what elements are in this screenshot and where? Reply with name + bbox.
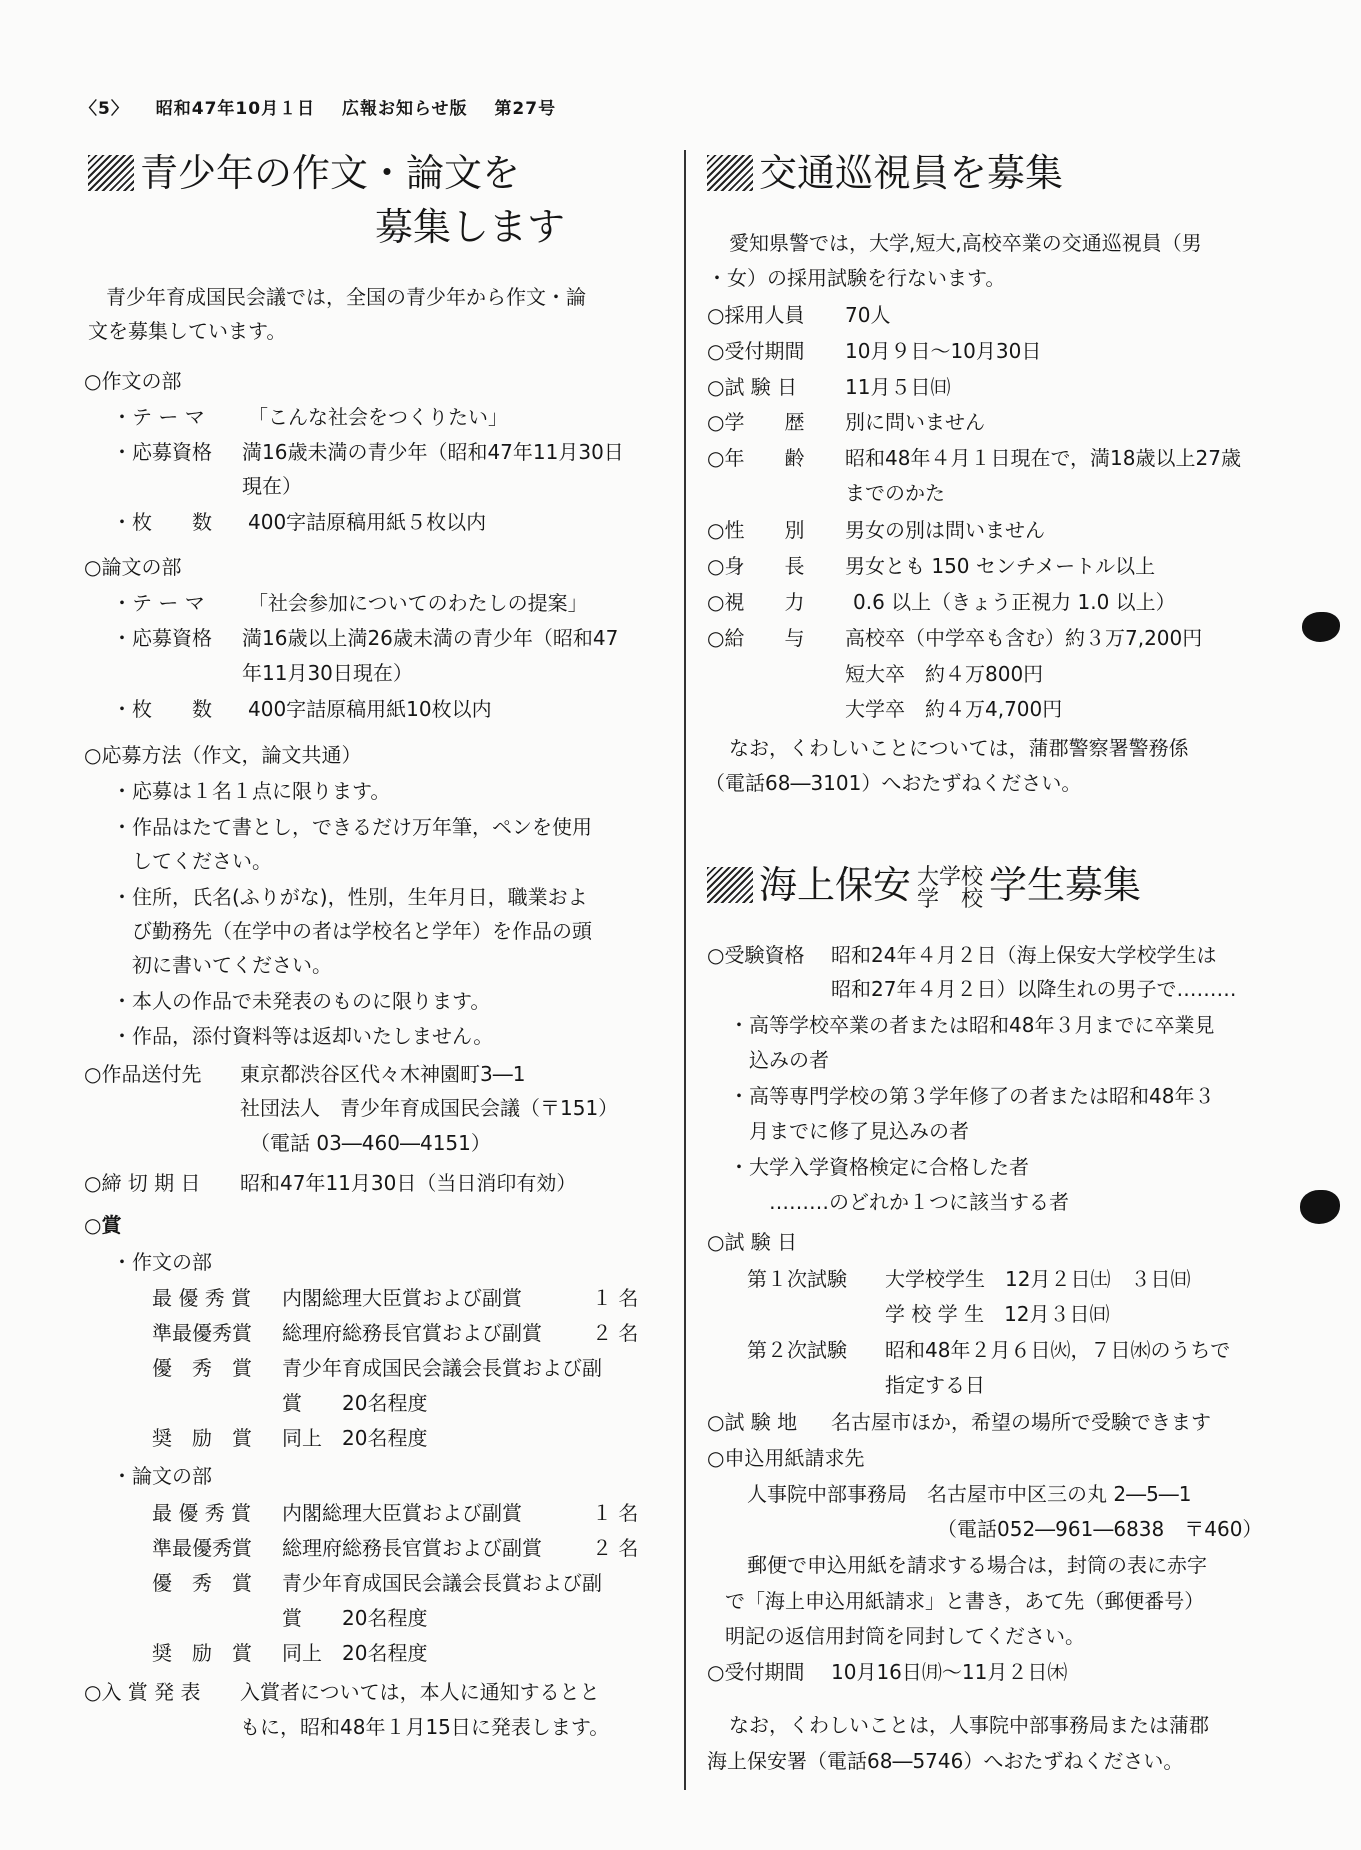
traffic-intro: 愛知県警では，大学,短大,高校卒業の交通巡視員（男 <box>729 231 1202 255</box>
hatch-icon <box>707 867 753 903</box>
qual-item: ・高等学校卒業の者または昭和48年３月までに卒業見 <box>729 1013 1215 1037</box>
exam-date-label: ○試 験 日 <box>707 1230 798 1254</box>
traffic-value: 別に問いません <box>845 410 985 434</box>
column-divider <box>684 150 686 1790</box>
deadline-label: ○締 切 期 日 <box>84 1171 201 1195</box>
announce-text: 入賞者については，本人に通知するとと <box>240 1680 600 1704</box>
traffic-value: 男女の別は問いません <box>845 518 1045 542</box>
method-item: ・作品はたて書とし，できるだけ万年筆，ペンを使用 <box>112 815 592 839</box>
traffic-label: ○受付期間 <box>707 339 805 363</box>
traffic-value: 0.6 以上（きょう正視力 1.0 以上） <box>853 590 1176 614</box>
issue-date: 昭和47年10月１日 <box>155 99 316 119</box>
hatch-icon <box>707 155 753 191</box>
period-label: ○受付期間 <box>707 1660 805 1684</box>
traffic-value: 男女とも 150 センチメートル以上 <box>845 554 1156 578</box>
traffic-heading: 交通巡視員を募集 <box>707 150 1063 196</box>
traffic-intro: ・女）の採用試験を行ないます。 <box>707 266 1006 290</box>
traffic-label: ○採用人員 <box>707 303 805 327</box>
qual-item: 月までに修了見込みの者 <box>729 1119 969 1143</box>
essay-eligibility-label: ・応募資格 <box>112 440 212 464</box>
prize-name: 内閣総理大臣賞および副賞 <box>282 1501 522 1525</box>
thesis-prizes-title: ・論文の部 <box>112 1464 212 1488</box>
form-address: 人事院中部事務局 名古屋市中区三の丸 2―5―1 <box>747 1482 1192 1506</box>
send-to-phone: （電話 03―460―4151） <box>250 1131 491 1155</box>
mail-note: で「海上申込用紙請求」と書き，あて先（郵便番号） <box>725 1589 1205 1613</box>
essay-count-value: 400字詰原稿用紙５枚以内 <box>248 510 487 534</box>
method-item: 初に書いてください。 <box>112 953 332 977</box>
prize-count: １ 名 <box>592 1286 639 1310</box>
send-to-address: 東京都渋谷区代々木神園町3―1 <box>240 1062 526 1086</box>
intro-line: 文を募集しています。 <box>88 319 287 343</box>
thesis-section-title: ○論文の部 <box>84 555 182 579</box>
intro-line: 青少年育成国民会議では，全国の青少年から作文・論 <box>106 285 586 309</box>
qual-item: 込みの者 <box>729 1048 829 1072</box>
place-value: 名古屋市ほか，希望の場所で受験できます <box>831 1410 1211 1434</box>
thesis-count-label: ・枚 数 <box>112 697 212 721</box>
thesis-theme-value: 「社会参加についてのわたしの提案」 <box>248 591 588 615</box>
essay-count-label: ・枚 数 <box>112 510 212 534</box>
announce-text: もに，昭和48年１月15日に発表します。 <box>240 1715 610 1739</box>
exam1-label: 第１次試験 <box>747 1267 847 1291</box>
traffic-label: ○学 歴 <box>707 410 805 434</box>
prize-name: 青少年育成国民会議会長賞および副 <box>282 1571 602 1595</box>
qual-text: 昭和27年４月２日）以降生れの男子で……… <box>831 977 1237 1001</box>
traffic-note: （電話68―3101）へおたずねください。 <box>705 771 1082 795</box>
method-item: ・作品，添付資料等は返却いたしません。 <box>112 1024 494 1048</box>
method-title: ○応募方法（作文，論文共通） <box>84 743 362 767</box>
thesis-theme-label: ・テ ー マ <box>112 591 205 615</box>
thesis-eligibility-label: ・応募資格 <box>112 626 212 650</box>
traffic-value: 高校卒（中学卒も含む）約３万7,200円 <box>845 626 1203 650</box>
mail-note: 明記の返信用封筒を同封してください。 <box>725 1624 1085 1648</box>
method-item: してください。 <box>112 849 272 873</box>
prize-name: 総理府総務長官賞および副賞 <box>282 1321 542 1345</box>
page-header <box>80 94 576 119</box>
traffic-label: ○身 長 <box>707 554 805 578</box>
essay-heading: 青少年の作文・論文を <box>88 150 520 196</box>
exam1-date: 学 校 学 生 12月３日㈰ <box>885 1302 1110 1326</box>
form-label: ○申込用紙請求先 <box>707 1446 865 1470</box>
publication-title: 広報お知らせ版 <box>342 99 468 119</box>
method-item: び勤務先（在学中の者は学校名と学年）を作品の頭 <box>112 919 592 943</box>
hatch-icon <box>88 155 134 191</box>
thesis-eligibility-value: 年11月30日現在） <box>242 661 413 685</box>
coast-heading: 海上保安 大学校 学 校 学生募集 <box>707 862 1141 911</box>
send-to-label: ○作品送付先 <box>84 1062 202 1086</box>
binder-hole-mark <box>1302 612 1340 642</box>
exam2-date: 昭和48年２月６日㈫，７日㈬のうちで <box>885 1338 1231 1362</box>
thesis-count-value: 400字詰原稿用紙10枚以内 <box>248 697 492 721</box>
prize-name: 総理府総務長官賞および副賞 <box>282 1536 542 1560</box>
mail-note: 郵便で申込用紙を請求する場合は，封筒の表に赤字 <box>747 1553 1207 1577</box>
exam2-label: 第２次試験 <box>747 1338 847 1362</box>
traffic-label: ○給 与 <box>707 626 805 650</box>
prize-count: １ 名 <box>592 1501 639 1525</box>
period-value: 10月16日㈪～11月２日㈭ <box>831 1660 1068 1684</box>
essay-heading-line2: 募集します <box>375 205 566 249</box>
prize-count: ２ 名 <box>592 1321 639 1345</box>
send-to-org: 社団法人 青少年育成国民会議（〒151） <box>240 1096 619 1120</box>
method-item: ・住所，氏名(ふりがな)，性別，生年月日，職業およ <box>112 885 588 909</box>
traffic-value: 70人 <box>845 303 891 327</box>
prize-name: 同上 20名程度 <box>282 1426 428 1450</box>
prize-rank: 最 優 秀 賞 <box>152 1286 252 1310</box>
announce-label: ○入 賞 発 表 <box>84 1680 201 1704</box>
prize-rank: 優 秀 賞 <box>152 1571 252 1595</box>
deadline-value: 昭和47年11月30日（当日消印有効） <box>240 1171 577 1195</box>
traffic-value: 10月９日～10月30日 <box>845 339 1042 363</box>
thesis-eligibility-value: 満16歳以上満26歳未満の青少年（昭和47 <box>242 626 619 650</box>
coast-note: 海上保安署（電話68―5746）へおたずねください。 <box>707 1749 1184 1773</box>
essay-theme-value: 「こんな社会をつくりたい」 <box>248 405 508 429</box>
traffic-label: ○性 別 <box>707 518 805 542</box>
prize-name: 賞 20名程度 <box>282 1391 428 1415</box>
essay-prizes-title: ・作文の部 <box>112 1250 212 1274</box>
prize-rank: 最 優 秀 賞 <box>152 1501 252 1525</box>
traffic-value: までのかた <box>845 481 945 505</box>
prize-rank: 奨 励 賞 <box>152 1426 252 1450</box>
qual-item: ………のどれか１つに該当する者 <box>729 1190 1069 1214</box>
essay-eligibility-value: 満16歳未満の青少年（昭和47年11月30日 <box>242 440 624 464</box>
prize-name: 内閣総理大臣賞および副賞 <box>282 1286 522 1310</box>
prize-rank: 準最優秀賞 <box>152 1321 252 1345</box>
traffic-value: 昭和48年４月１日現在で，満18歳以上27歳 <box>845 446 1241 470</box>
school-type-stack: 大学校 学 校 <box>917 864 984 912</box>
essay-eligibility-value: 現在） <box>242 474 302 498</box>
essay-theme-label: ・テ ー マ <box>112 405 205 429</box>
prize-rank: 優 秀 賞 <box>152 1356 252 1380</box>
traffic-label: ○年 齢 <box>707 446 805 470</box>
qual-label: ○受験資格 <box>707 943 805 967</box>
exam1-date: 大学校学生 12月２日㈯ ３日㈰ <box>885 1267 1191 1291</box>
coast-note: なお，くわしいことは，人事院中部事務局または蒲郡 <box>729 1713 1209 1737</box>
prize-count: ２ 名 <box>592 1536 639 1560</box>
traffic-value: 短大卒 約４万800円 <box>845 662 1044 686</box>
qual-item: ・高等専門学校の第３学年修了の者または昭和48年３ <box>729 1084 1215 1108</box>
binder-hole-mark <box>1300 1190 1340 1224</box>
method-item: ・応募は１名１点に限ります。 <box>112 779 391 803</box>
traffic-note: なお，くわしいことについては，蒲郡警察署警務係 <box>729 736 1189 760</box>
page-number: 〈5〉 <box>80 99 129 119</box>
prize-title: ○賞 <box>84 1213 122 1237</box>
prize-name: 青少年育成国民会議会長賞および副 <box>282 1356 602 1380</box>
traffic-label: ○視 力 <box>707 590 805 614</box>
prize-name: 同上 20名程度 <box>282 1641 428 1665</box>
traffic-value: 大学卒 約４万4,700円 <box>845 697 1063 721</box>
qual-item: ・大学入学資格検定に合格した者 <box>729 1155 1029 1179</box>
method-item: ・本人の作品で未発表のものに限ります。 <box>112 989 491 1013</box>
traffic-label: ○試 験 日 <box>707 375 798 399</box>
exam2-date: 指定する日 <box>885 1373 985 1397</box>
prize-rank: 奨 励 賞 <box>152 1641 252 1665</box>
form-phone: （電話052―961―6838 〒460） <box>937 1517 1263 1541</box>
place-label: ○試 験 地 <box>707 1410 798 1434</box>
prize-name: 賞 20名程度 <box>282 1606 428 1630</box>
prize-rank: 準最優秀賞 <box>152 1536 252 1560</box>
essay-section-title: ○作文の部 <box>84 369 182 393</box>
qual-text: 昭和24年４月２日（海上保安大学校学生は <box>831 943 1217 967</box>
traffic-value: 11月５日㈰ <box>845 375 951 399</box>
issue-number: 第27号 <box>494 99 557 119</box>
